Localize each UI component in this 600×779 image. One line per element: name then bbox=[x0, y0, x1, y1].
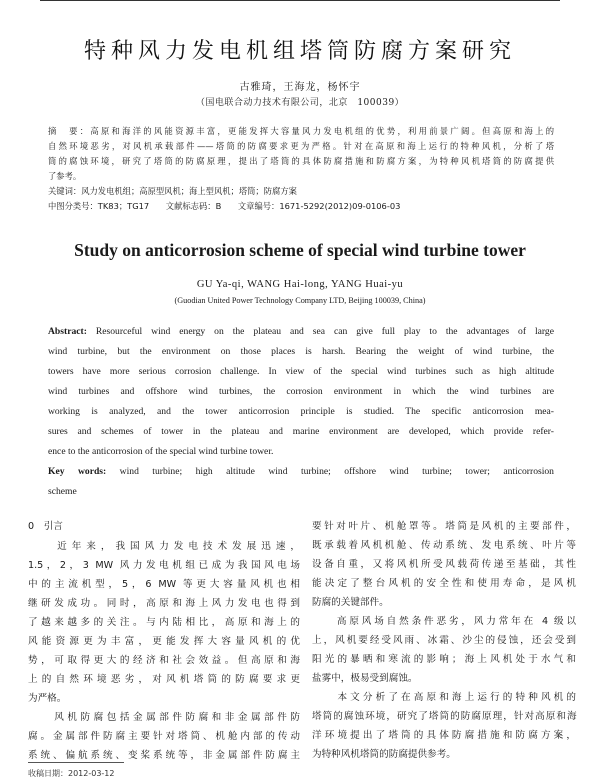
body-line: 风能资源更为丰富，更能发挥大容量风机的优 bbox=[28, 636, 300, 647]
cn-affiliation: （国电联合动力技术有限公司，北京 100039） bbox=[195, 98, 405, 108]
en-keywords-line: scheme bbox=[48, 486, 77, 497]
body-line: 为严格。 bbox=[28, 693, 67, 704]
body-line: 1.5，2，3 MW 风力发电机组已成为我国风电场 bbox=[28, 560, 300, 571]
en-abstract-line: towers have more serious corrosion challenge. In view of the special wind turbines such as high altitude bbox=[48, 366, 554, 377]
cn-title: 特种风力发电机组塔筒防腐方案研究 bbox=[83, 39, 516, 64]
en-abstract-line: working is analyzed, and the tower anticorrosion principle is studied. The specific anticorrosion mea- bbox=[48, 406, 554, 417]
received-date: 收稿日期：2012-03-12 bbox=[28, 769, 115, 778]
footnote-rule bbox=[28, 762, 124, 763]
body-line: 上，风机要经受风雨、冰霜、沙尘的侵蚀，还会受到 bbox=[312, 635, 576, 646]
body-line: 腐。金属部件防腐主要针对塔筒、机舱内部的传动 bbox=[28, 731, 300, 742]
en-abstract-line: ence to the anticorrosion of the special wind turbine tower. bbox=[48, 446, 274, 457]
body-line: 盐雾中，极易受到腐蚀。 bbox=[312, 673, 418, 684]
body-line: 既承载着风机机舱、传动系统、发电系统、叶片等 bbox=[312, 540, 576, 551]
cn-classification: 中图分类号：TK83；TG17 文献标志码：B 文章编号：1671-5292(2012)09-0106-03 bbox=[48, 201, 401, 211]
en-title: Study on anticorrosion scheme of special wind turbine tower bbox=[74, 240, 526, 260]
cn-keywords: 关键词：风力发电机组；高原型风机；海上型风机；塔筒；防腐方案 bbox=[48, 186, 297, 196]
body-line: 防腐的关键部件。 bbox=[312, 597, 389, 608]
body-line: 要针对叶片、机舱罩等。塔筒是风机的主要部件， bbox=[312, 521, 576, 532]
body-line: 上的自然环境恶劣，对风机塔筒的防腐要求更 bbox=[28, 674, 300, 685]
en-abstract-text: Resourceful wind energy on the plateau and sea can give full play to the advantages of large bbox=[95, 326, 554, 337]
body-line: 势，可取得更大的经济和社会效益。但高原和海 bbox=[28, 655, 300, 666]
body-line: 高原风场自然条件恶劣，风力常年在 4 级以 bbox=[312, 616, 576, 627]
body-line: 近年来，我国风力发电技术发展迅速， bbox=[28, 541, 300, 552]
body-line: 为特种风机塔筒的防腐提供参考。 bbox=[312, 749, 456, 760]
body-line: 系统、偏航系统、变桨系统等，非金属部件防腐主 bbox=[28, 750, 300, 761]
en-keywords-line bbox=[48, 466, 554, 477]
en-keywords-text: wind turbine; high altitude wind turbine; offshore wind turbine; tower; anticorrosion bbox=[119, 466, 554, 477]
body-line: 了越来越多的关注。与内陆相比，高原和海上的 bbox=[28, 617, 300, 628]
en-abstract-line bbox=[48, 326, 554, 337]
body-line: 塔筒的腐蚀环境，研究了塔筒的防腐原理，针对高原和海 bbox=[312, 711, 576, 722]
body-line: 风机防腐包括金属部件防腐和非金属部件防 bbox=[28, 712, 300, 723]
abstract-label: Abstract: bbox=[48, 326, 87, 337]
body-line: 洋环境提出了塔筒的具体防腐措施和防腐方案， bbox=[312, 730, 576, 741]
en-abstract-line: wind turbine, but the environment on those places is harsh. Bearing the weight of wind turbine, the bbox=[48, 346, 554, 357]
keywords-label: Key words: bbox=[48, 466, 107, 477]
body-line: 继研发成功。同时，高原和海上风力发电也得到 bbox=[28, 598, 300, 609]
section-heading: 0 引言 bbox=[28, 521, 63, 532]
body-line: 能决定了整台风机的安全性和使用寿命，是风机 bbox=[312, 578, 576, 589]
body-line: 设备自重，又将风机所受风载荷传递至基础，其性 bbox=[312, 559, 576, 570]
en-authors: GU Ya-qi, WANG Hai-long, YANG Huai-yu bbox=[196, 279, 404, 290]
en-abstract-line: wind turbines and offshore wind turbines, the corrosion environment in which the wind turbines are bbox=[48, 386, 554, 397]
cn-abstract-line: 自然环境恶劣，对风机承载部件——塔筒的防腐要求更为严格。针对在高原和海上运行的特种风机，分析了塔 bbox=[48, 141, 554, 151]
top-rule bbox=[40, 0, 560, 4]
en-affiliation: (Guodian United Power Technology Company LTD, Beijing 100039, China) bbox=[174, 296, 426, 305]
cn-abstract-line: 摘 要：高原和海洋的风能资源丰富，更能发挥大容量风力发电机组的优势，利用前景广阔。但高原和海上的 bbox=[48, 126, 554, 136]
body-line: 本文分析了在高原和海上运行的特种风机的 bbox=[312, 692, 576, 703]
body-line: 阳光的暴晒和寒流的影响；海上风机处于水气和 bbox=[312, 654, 576, 665]
en-abstract-line: sures and schemes of tower in the plateau and marine environment are developed, which provide refer- bbox=[48, 426, 554, 437]
cn-abstract-line: 了参考。 bbox=[48, 171, 82, 181]
cn-authors: 古雅琦，王海龙，杨怀宇 bbox=[239, 82, 361, 93]
cn-abstract-line: 筒的腐蚀环境，研究了塔筒的防腐原理，提出了塔筒的具体防腐措施和防腐方案，为特种风机塔筒的防腐提供 bbox=[48, 156, 554, 166]
body-line: 中的主流机型，5，6 MW 等更大容量风机也相 bbox=[28, 579, 300, 590]
